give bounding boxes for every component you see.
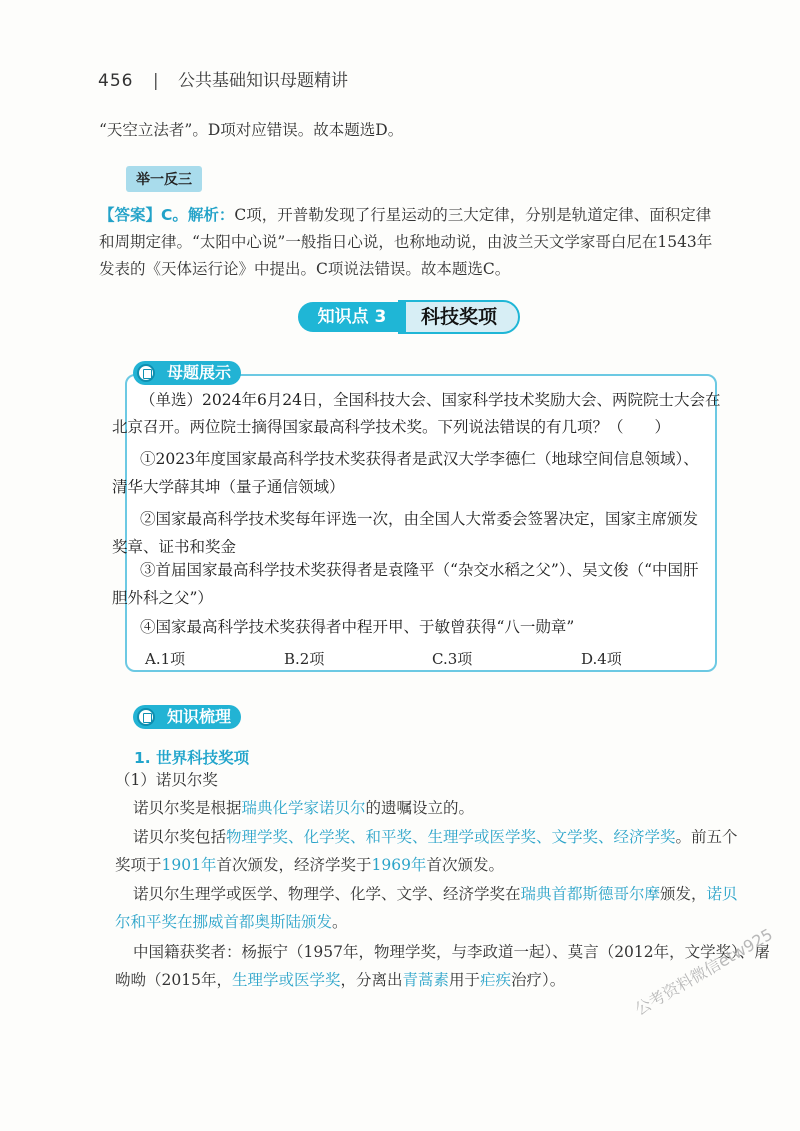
book-icon	[137, 364, 155, 382]
banner-title: 科技奖项	[398, 300, 520, 334]
p3-highlight-oslo: 尔和平奖在挪威首都奥斯陆颁发	[115, 913, 333, 931]
question-line-1: （单选）2024年6月24日，全国科技大会、国家科学技术奖励大会、两院院士大会在	[140, 391, 721, 409]
p3-text-c: 颁发，	[660, 885, 707, 903]
p3-text-f: 。	[332, 913, 348, 931]
p2-highlight-1901: 1901年	[161, 856, 217, 874]
banner-number: 知识点 3	[298, 302, 406, 332]
question-line-4: 清华大学薛其坤（量子通信领域）	[112, 478, 345, 496]
paragraph-2-line-1	[133, 827, 738, 847]
page-header	[98, 66, 348, 91]
paragraph-3-line-2	[115, 912, 348, 932]
p2-text-h: 首次颁发。	[426, 856, 504, 874]
p2-highlight-1969: 1969年	[371, 856, 427, 874]
notebook-icon	[137, 708, 155, 726]
paragraph-2-line-2	[115, 855, 504, 875]
option-c: C.3项	[432, 650, 473, 668]
p1-text-c: 的遗嘱设立的。	[365, 799, 475, 817]
p1-text-a: 诺贝尔奖是根据	[133, 799, 242, 817]
question-line-3: ①2023年度国家最高科学技术奖获得者是武汉大学李德仁（地球空间信息领域）、	[140, 450, 699, 468]
p2-text-f: 首次颁发，经济学奖于	[216, 856, 372, 874]
question-line-5: ②国家最高科学技术奖每年评选一次，由全国人大常委会签署决定，国家主席颁发	[140, 510, 699, 528]
p4-text-f: 用于	[449, 971, 481, 989]
p4-highlight-malaria: 疟疾	[480, 971, 512, 989]
p2-text-d: 奖项于	[115, 856, 162, 874]
header-separator: |	[152, 71, 159, 91]
practice-label: 举一反三	[126, 166, 202, 192]
book-title: 公共基础知识母题精讲	[178, 71, 348, 91]
knowledge-point-banner	[298, 300, 530, 334]
p4-highlight-medicine: 生理学或医学奖	[231, 971, 341, 989]
option-b: B.2项	[284, 650, 325, 668]
p3-highlight-stockholm: 瑞典首都斯德哥尔摩	[520, 885, 661, 903]
subsection-title: （1）诺贝尔奖	[115, 771, 218, 789]
paragraph-3-line-1	[133, 884, 738, 904]
practice-line-1	[99, 205, 711, 225]
question-line-2: 北京召开。两位院士摘得国家最高科学技术奖。下列说法错误的有几项？（ ）	[112, 418, 671, 436]
knowledge-tag-label: 知识梳理	[167, 707, 232, 726]
top-text: “天空立法者”。D项对应错误。故本题选D。	[99, 121, 404, 139]
paragraph-1	[133, 798, 474, 818]
p4-text-d: ，分离出	[340, 971, 403, 989]
question-line-6: 奖章、证书和奖金	[112, 538, 237, 556]
p4-text-h: 治疗）。	[511, 971, 566, 989]
section-title: 1. 世界科技奖项	[134, 749, 250, 767]
p4-highlight-artemisinin: 青蒿素	[402, 971, 449, 989]
question-tag-label: 母题展示	[167, 363, 232, 382]
question-line-8: 胆外科之父”）	[112, 589, 213, 607]
paragraph-4-line-1: 中国籍获奖者：杨振宁（1957年，物理学奖，与李政道一起）、莫言（2012年，文学奖）、屠	[133, 943, 770, 961]
paragraph-4-line-2	[115, 970, 565, 990]
question-line-9: ④国家最高科学技术奖获得者中程开甲、于敏曾获得“八一勋章”	[140, 618, 575, 636]
p2-text-c: 。前五个	[675, 828, 738, 846]
watermark: 公考资料微信etw925	[631, 924, 776, 1020]
practice-line-2: 和周期定律。“太阳中心说”一般指日心说，也称地动说，由波兰天文学家哥白尼在1543年	[99, 233, 713, 251]
knowledge-tag	[133, 705, 241, 729]
p2-text-a: 诺贝尔奖包括	[133, 828, 227, 846]
practice-text-1: C项，开普勒发现了行星运动的三大定律，分别是轨道定律、面积定律	[234, 206, 712, 224]
p2-highlight-prizes: 物理学奖、化学奖、和平奖、生理学或医学奖、文学奖、经济学奖	[226, 828, 676, 846]
practice-line-3: 发表的《天体运行论》中提出。C项说法错误。故本题选C。	[99, 260, 511, 278]
p3-highlight-nobel: 诺贝	[706, 885, 738, 903]
option-d: D.4项	[581, 650, 622, 668]
p1-highlight: 瑞典化学家诺贝尔	[241, 799, 366, 817]
page-number: 456	[98, 71, 134, 91]
answer-label: 【答案】C。解析：	[99, 206, 235, 224]
option-a: A.1项	[145, 650, 186, 668]
p3-text-a: 诺贝尔生理学或医学、物理学、化学、文学、经济学奖在	[133, 885, 521, 903]
question-tag	[133, 361, 241, 385]
question-line-7: ③首届国家最高科学技术奖获得者是袁隆平（“杂交水稻之父”）、吴文俊（“中国肝	[140, 561, 699, 579]
p4-text-b: 呦呦（2015年，	[115, 971, 232, 989]
